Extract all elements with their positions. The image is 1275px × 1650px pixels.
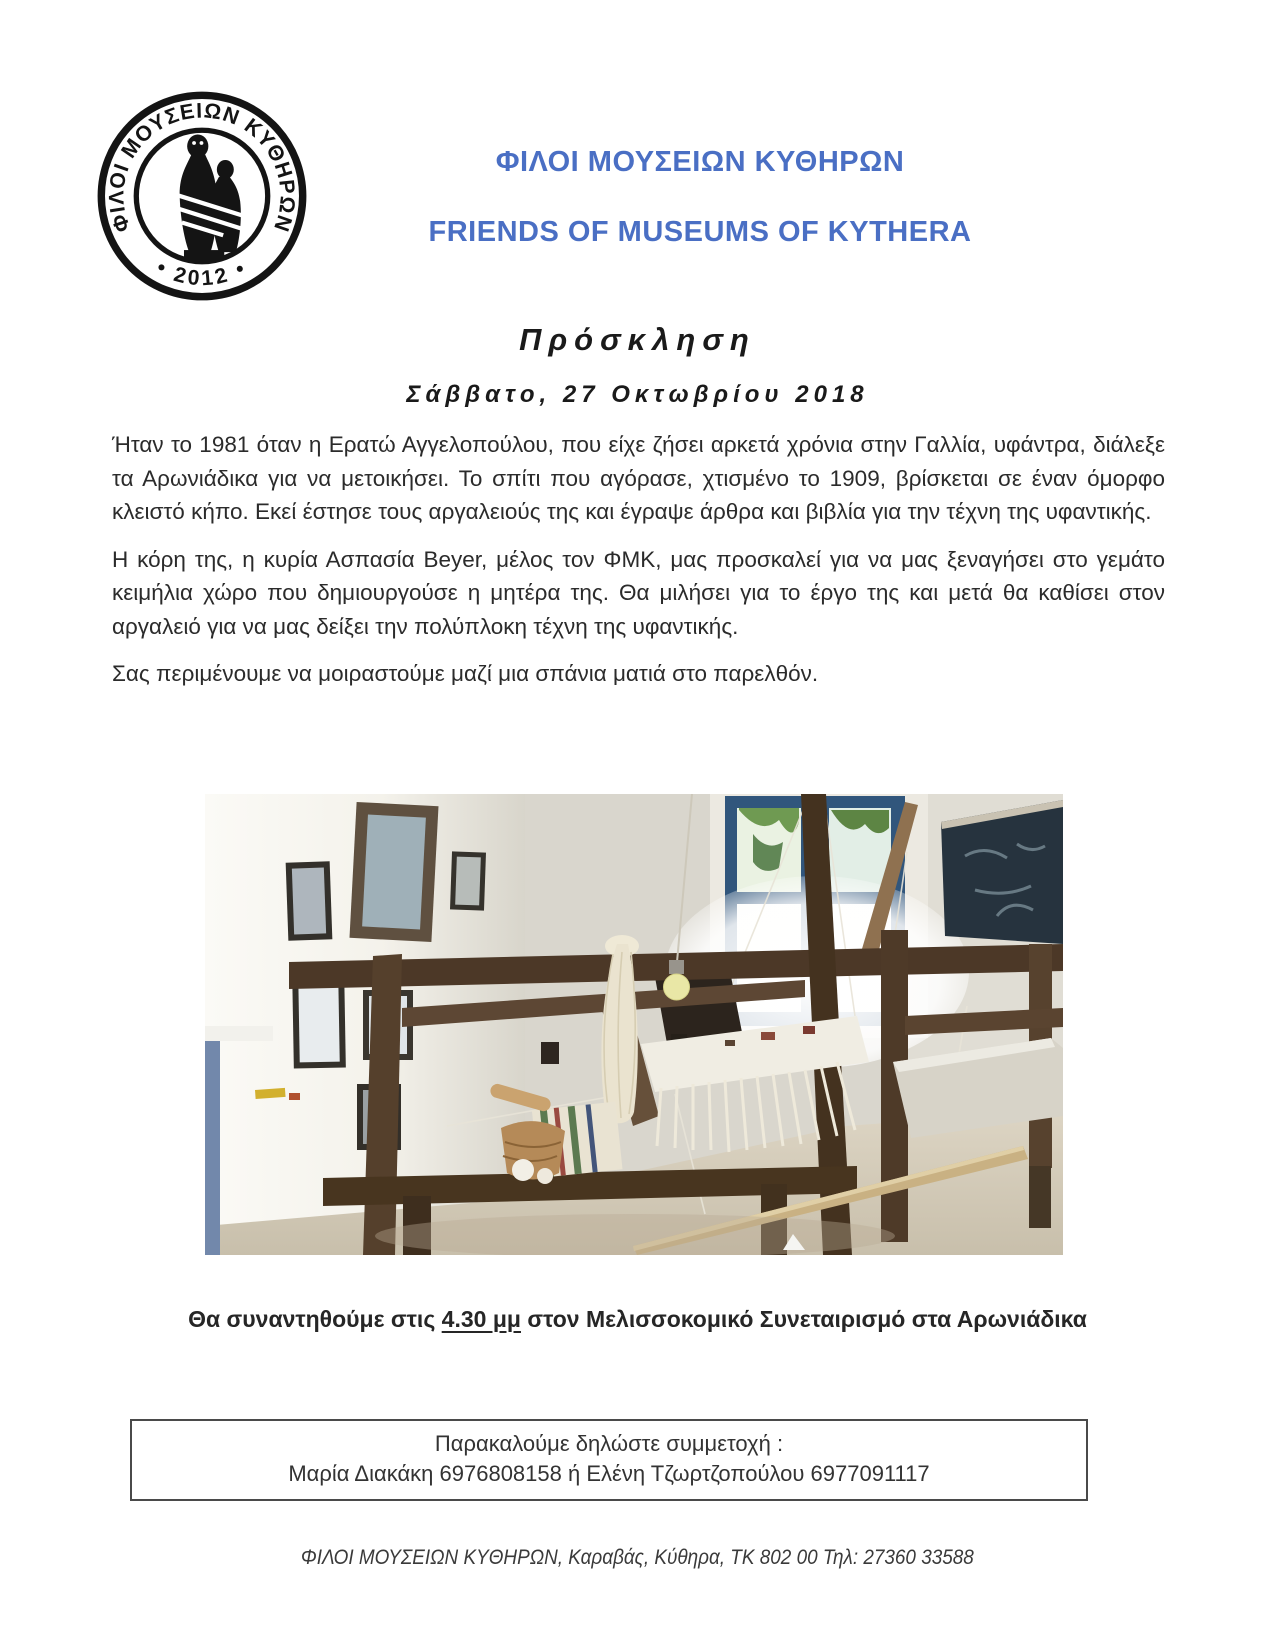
paragraph-1: Ήταν το 1981 όταν η Ερατώ Αγγελοπούλου, που είχε ζήσει αρκετά χρόνια στην Γαλλία, υφάντρα, διάλεξε τα Αρωνιάδικα για να μετοικήσει. Το σπίτι που αγόρασε, χτισμένο το 1909, βρίσκεται σε έναν όμορφο κλειστό κήπο. Εκεί έστησε τους αργαλειούς της και έγραψε άρθρα και βιβλία για την τέχνη της υφαντικής. — [112, 432, 1165, 524]
rsvp-box — [130, 1419, 1088, 1501]
paragraph-2: Η κόρη της, η κυρία Ασπασία Beyer, μέλος τον ΦΜΚ, μας προσκαλεί για να μας ξεναγήσει στο γεμάτο κειμήλια χώρο που δημιουργούσε η μητέρα της. Θα μιλήσει για το έργο της και μετά θα καθίσει στον αργαλειό για να μας δείξει την πολύπλοκη τέχνη της υφαντικής. — [112, 546, 1165, 639]
seal-year-text: • 2012 • — [152, 255, 252, 291]
figurine-icon — [177, 135, 245, 260]
loom-photo — [205, 794, 1063, 1255]
footer-address: ΦΙΛΟΙ ΜΟΥΣΕΙΩΝ ΚΥΘΗΡΩΝ, Καραβάς, Κύθηρα, ΤΚ 802 00 Τηλ: 27360 33588 — [301, 1545, 974, 1569]
seal-ring-text: ΦΙΛΟΙ ΜΟΥΣΕΙΩΝ ΚΥΘΗΡΩΝ — [105, 99, 299, 236]
body-text — [112, 428, 1165, 705]
invitation-date: Σάββατο, 27 Οκτωβρίου 2018 — [406, 381, 869, 408]
meeting-info-line — [0, 1306, 1275, 1333]
rsvp-line-2: Μαρία Διακάκη 6976808158 ή Ελένη Τζωρτζοπούλου 6977091117 — [288, 1461, 930, 1486]
org-name-greek: ΦΙΛΟΙ ΜΟΥΣΕΙΩΝ ΚΥΘΗΡΩΝ — [495, 146, 905, 178]
meeting-prefix: Θα συναντηθούμε στις — [188, 1306, 442, 1332]
meeting-time-underlined: 4.30 μμ — [441, 1306, 521, 1332]
paragraph-3: Σας περιμένουμε να μοιραστούμε μαζί μια σπάνια ματιά στο παρελθόν. — [112, 661, 819, 686]
org-name-english: FRIENDS OF MUSEUMS OF KYTHERA — [428, 216, 972, 248]
meeting-suffix: στον Μελισσοκομικό Συνεταιρισμό στα Αρωνιάδικα — [520, 1306, 1087, 1332]
rsvp-line-1: Παρακαλούμε δηλώστε συμμετοχή : — [434, 1431, 784, 1456]
club-seal-logo — [96, 90, 308, 302]
dark-board — [941, 800, 1063, 944]
invitation-title: Πρόσκληση — [519, 322, 756, 357]
